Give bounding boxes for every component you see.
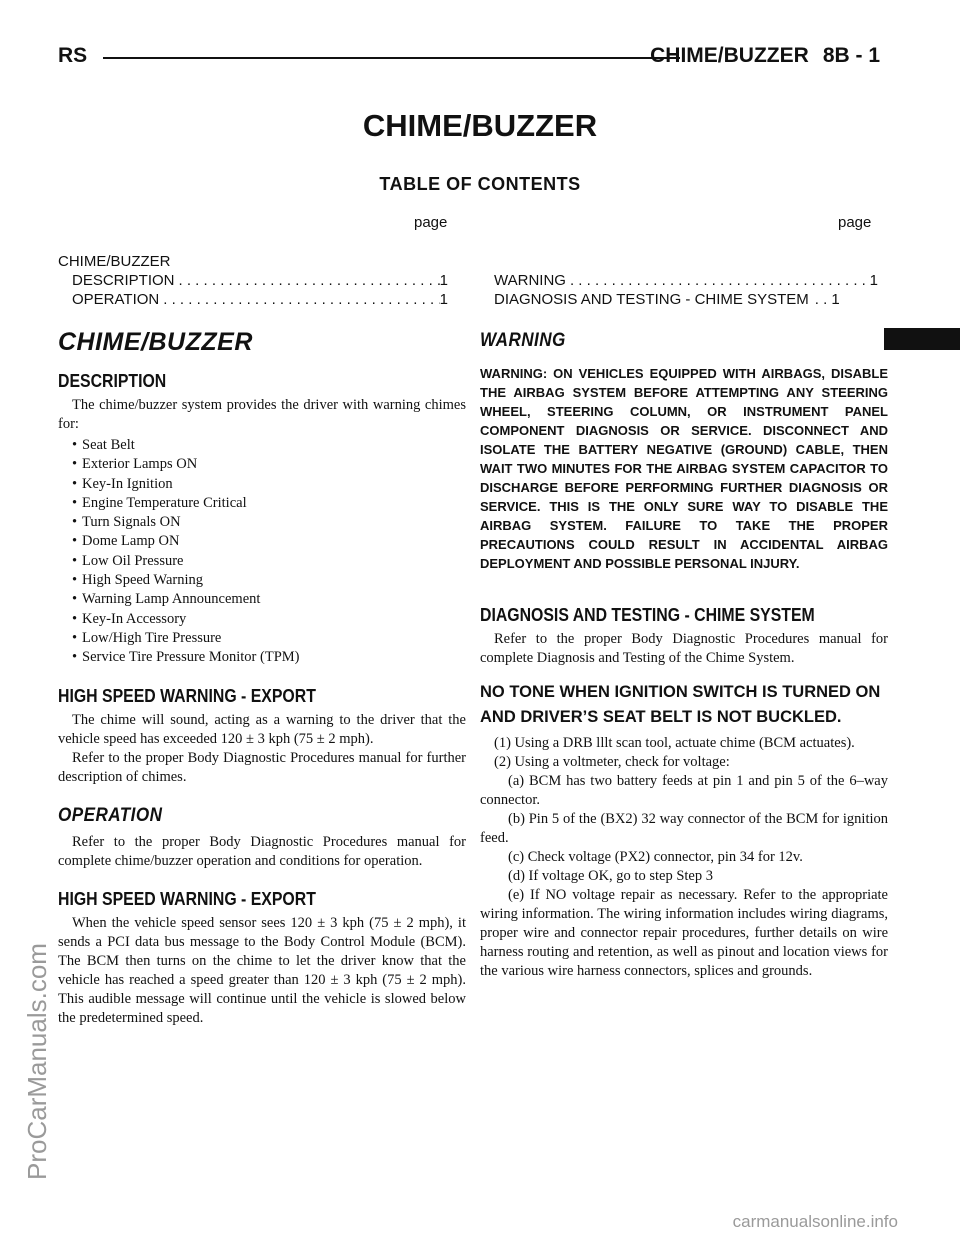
section-tab: [884, 328, 960, 350]
chime-list-label: High Speed Warning: [82, 572, 203, 589]
page-header: [58, 44, 880, 74]
step-2e: (e) If NO voltage repair as necessary. Refer to the appropriate wiring information. The wiring information includes wiring diagrams, proper wire and connector repair procedures, further details on wire harness routing and retention, as well as pinout and location views for the various wire harness connectors, splices and grounds.: [480, 887, 888, 979]
chime-list-label: Key-In Ignition: [82, 475, 173, 492]
section-heading: CHIME/BUZZER: [58, 328, 253, 356]
warning-text: WARNING: ON VEHICLES EQUIPPED WITH AIRBAGS, DISABLE THE AIRBAG SYSTEM BEFORE ATTEMPTING ANY STEERING WHEEL, STEERING COLUMN, OR INSTRUMENT PANEL COMPONENT DIAGNOSIS OR SERVICE. DISCONNECT AND ISOLATE THE BATTERY NEGATIVE (GROUND) CABLE, THEN WAIT TWO MINUTES FOR THE AIRBAG SYSTEM CAPACITOR TO DISCHARGE BEFORE PERFORMING FURTHER DIAGNOSIS OR SERVICE. THIS IS THE ONLY SURE WAY TO DISABLE THE AIRBAG SYSTEM. FAILURE TO TAKE THE PROPER PRECAUTIONS COULD RESULT IN ACCIDENTAL AIRBAG DEPLOYMENT AND POSSIBLE PERSONAL INJURY.: [480, 366, 888, 571]
operation-paragraph: Refer to the proper Body Diagnostic Procedures manual for complete chime/buzzer operation and conditions for operation.: [58, 833, 466, 869]
chime-list-label: Turn Signals ON: [82, 514, 181, 531]
diagnosis-heading: DIAGNOSIS AND TESTING - CHIME SYSTEM: [480, 605, 815, 625]
toc-entry-page: 1: [439, 291, 448, 308]
warning-heading: WARNING: [480, 330, 566, 351]
description-intro: The chime/buzzer system provides the driver with warning chimes for:: [58, 397, 466, 432]
hsw-paragraph: When the vehicle speed sensor sees 120 ± 3 kph (75 ± 2 mph), it sends a PCI data bus message to the Body Control Module (BCM). The BCM then turns on the chime to let the driver know that the vehicle has reached a speed greater than 120 ± 3 kph (75 ± 2 mph). This audible message will continue until the vehicle is slowed below the predetermined speed.: [58, 914, 466, 1026]
step-2: (2) Using a voltmeter, check for voltage:: [494, 754, 730, 770]
chime-list-label: Engine Temperature Critical: [82, 494, 247, 511]
toc-entry[interactable]: [58, 290, 448, 309]
chime-list-item: [72, 629, 466, 648]
chime-list-label: Dome Lamp ON: [82, 533, 180, 550]
hsw-paragraph: Refer to the proper Body Diagnostic Procedures manual for further description of chimes.: [58, 749, 466, 785]
header-page-ref: 8B - 1: [822, 44, 880, 67]
toc-entry-page: 1: [439, 272, 448, 289]
footer-watermark: carmanualsonline.info: [732, 1212, 898, 1231]
toc-entry[interactable]: [494, 290, 878, 309]
bullet-icon: •: [72, 552, 78, 569]
hsw-paragraph: The chime will sound, acting as a warning to the driver that the vehicle speed has exceeded 120 ± 3 kph (75 ± 2 mph).: [58, 711, 466, 747]
toc-leader: [175, 271, 440, 290]
chime-list: [58, 436, 466, 668]
toc-entry-label: DIAGNOSIS AND TESTING - CHIME SYSTEM: [494, 291, 809, 308]
toc-group: CHIME/BUZZER: [58, 253, 171, 270]
header-right: [650, 44, 880, 68]
bullet-icon: •: [72, 610, 78, 627]
bullet-icon: •: [72, 475, 78, 492]
hsw-heading: HIGH SPEED WARNING - EXPORT: [58, 888, 316, 909]
step-2a: (a) BCM has two battery feeds at pin 1 and pin 5 of the 6–way connector.: [480, 773, 888, 808]
bullet-icon: •: [72, 437, 78, 453]
chime-list-item: [72, 494, 466, 513]
toc-left: [58, 252, 448, 309]
bullet-icon: •: [72, 533, 78, 550]
bullet-icon: •: [72, 456, 78, 473]
toc-entry[interactable]: [58, 271, 448, 290]
step-2b: (b) Pin 5 of the (BX2) 32 way connector of the BCM for ignition feed.: [480, 811, 888, 846]
description-heading: DESCRIPTION: [58, 371, 167, 391]
step-1: (1) Using a DRB lllt scan tool, actuate chime (BCM actuates).: [494, 735, 855, 751]
diagnosis-paragraph: Refer to the proper Body Diagnostic Procedures manual for complete Diagnosis and Testing of the Chime System.: [480, 631, 888, 666]
bullet-icon: •: [72, 494, 78, 511]
step-2c: (c) Check voltage (PX2) connector, pin 34 for 12v.: [508, 849, 803, 865]
toc-entry-label: WARNING: [494, 272, 566, 289]
chime-list-item: [72, 455, 466, 474]
chime-list-label: Exterior Lamps ON: [82, 456, 198, 473]
chime-list-item: [72, 552, 466, 571]
chime-list-label: Service Tire Pressure Monitor (TPM): [82, 649, 300, 666]
chime-list-label: Low/High Tire Pressure: [82, 629, 222, 646]
chime-list-item: [72, 590, 466, 609]
chime-list-item: [72, 475, 466, 494]
chime-list-item: [72, 648, 466, 667]
step-2d: (d) If voltage OK, go to step Step 3: [508, 868, 713, 884]
toc-right: [494, 271, 878, 309]
chime-list-item: [72, 610, 466, 629]
chime-list-label: Key-In Accessory: [82, 610, 187, 627]
toc-page-label-right: page: [838, 214, 872, 231]
chime-list-label: Warning Lamp Announcement: [82, 591, 261, 608]
header-rule: [103, 57, 680, 59]
bullet-icon: •: [72, 649, 78, 666]
bullet-icon: •: [72, 629, 78, 646]
header-code: RS: [58, 44, 88, 67]
side-watermark: ProCarManuals.com: [22, 943, 52, 1180]
bullet-icon: •: [72, 572, 78, 589]
left-column: [58, 328, 466, 1028]
toc-entry-label: DESCRIPTION: [72, 272, 175, 289]
bullet-icon: •: [72, 514, 78, 531]
toc-entry-label: OPERATION: [72, 291, 160, 308]
toc-heading: TABLE OF CONTENTS: [379, 174, 581, 194]
page-title: CHIME/BUZZER: [362, 108, 598, 143]
chime-list-item: [72, 571, 466, 590]
bullet-icon: •: [72, 591, 78, 608]
operation-heading: OPERATION: [58, 804, 163, 826]
chime-list-item: [72, 532, 466, 551]
toc-leader: [159, 290, 439, 309]
chime-list-label: Seat Belt: [82, 437, 135, 453]
hsw-heading: HIGH SPEED WARNING - EXPORT: [58, 685, 316, 706]
chime-list-item: [72, 513, 466, 532]
toc-page-label-left: page: [414, 214, 448, 231]
toc-entry-page: 1: [869, 272, 878, 289]
header-section: CHIME/BUZZER: [650, 44, 809, 67]
toc-leader: [566, 271, 870, 290]
right-column: [480, 330, 888, 981]
no-tone-heading: NO TONE WHEN IGNITION SWITCH IS TURNED ON AND DRIVER’S SEAT BELT IS NOT BUCKLED.: [480, 683, 881, 726]
toc-entry-page: . . 1: [814, 291, 840, 308]
chime-list-label: Low Oil Pressure: [82, 552, 184, 569]
chime-list-item: [72, 436, 466, 455]
toc-entry[interactable]: [494, 271, 878, 290]
